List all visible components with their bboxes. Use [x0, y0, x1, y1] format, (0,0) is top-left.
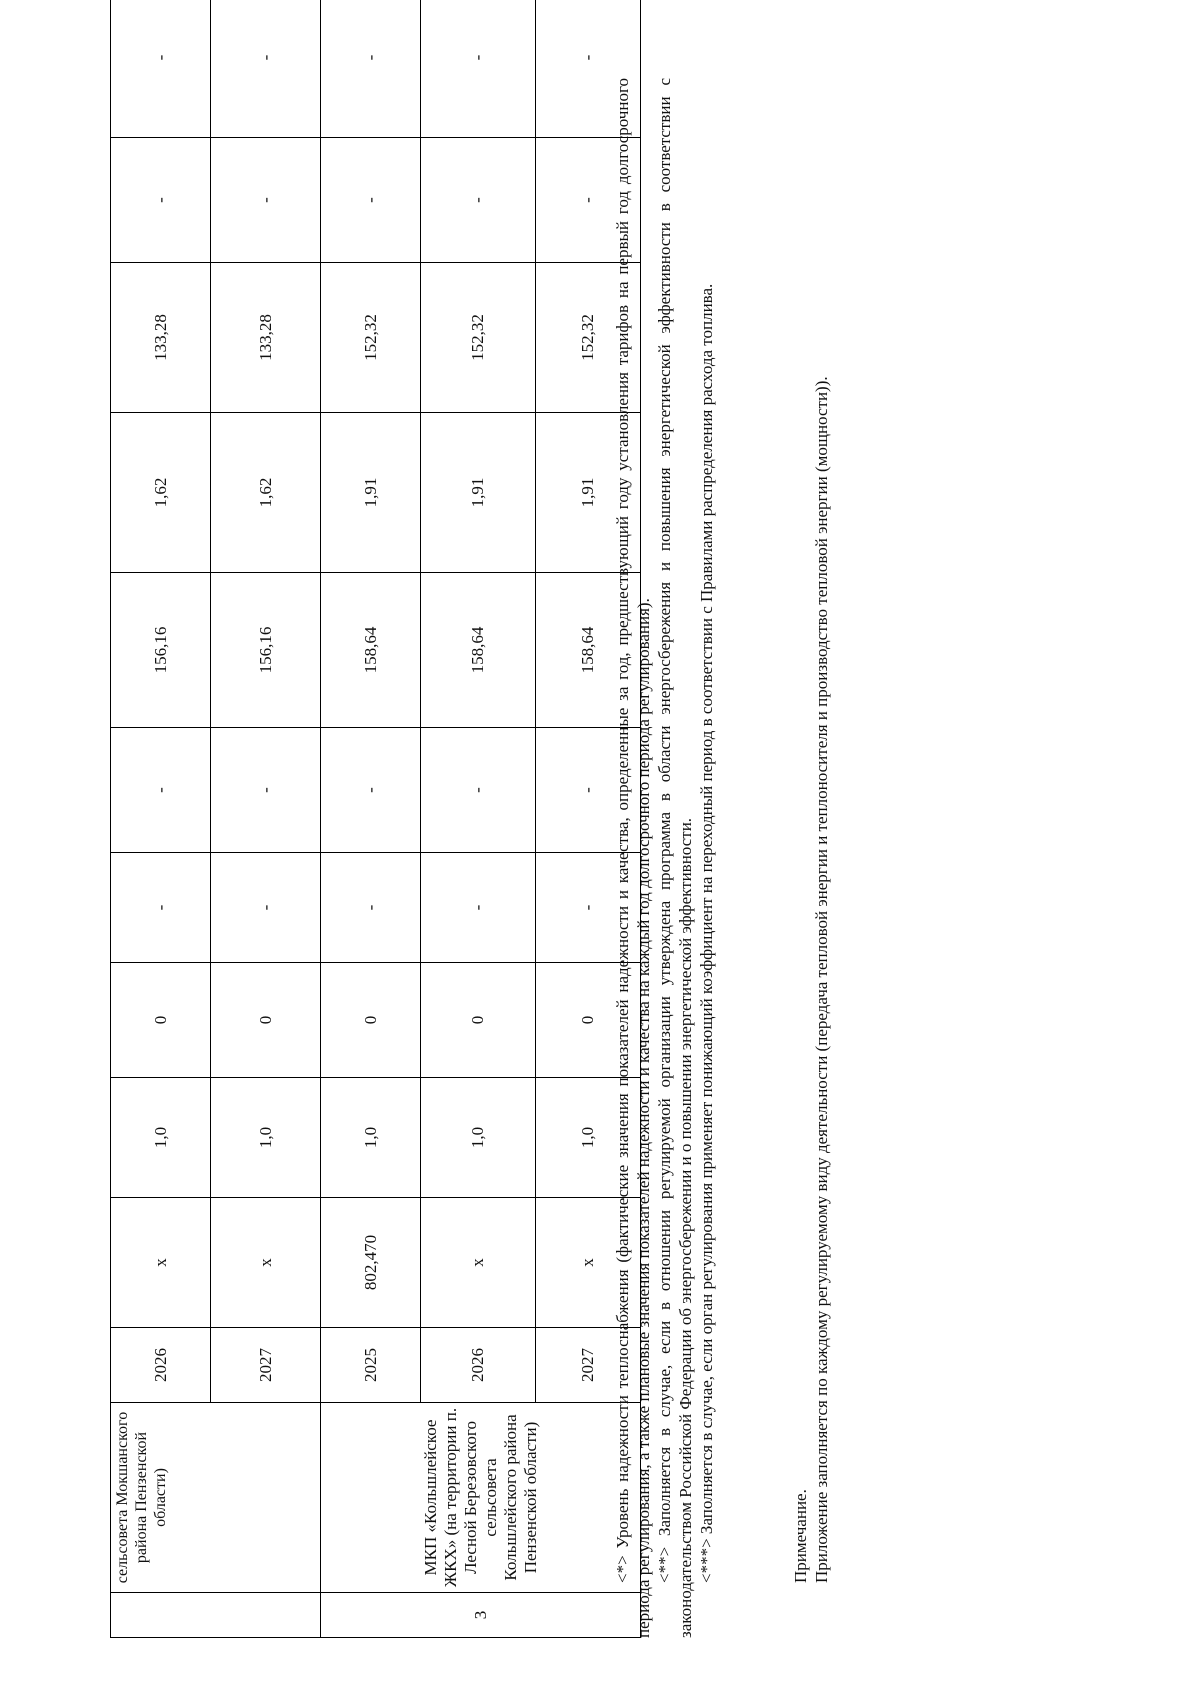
- year-cell: 2027: [536, 1328, 641, 1403]
- table-row: [211, 0, 321, 1638]
- table-cell: -: [211, 138, 321, 263]
- table-cell: -: [211, 853, 321, 963]
- table-cell: -: [111, 0, 211, 138]
- table-cell: -: [536, 853, 641, 963]
- row-number-cell: 3: [321, 1593, 641, 1638]
- table-cell: 158,64: [421, 573, 536, 728]
- table-cell: -: [321, 138, 421, 263]
- table-cell: 133,28: [211, 263, 321, 413]
- table-cell: -: [536, 138, 641, 263]
- table-cell: -: [211, 728, 321, 853]
- table-cell: 156,16: [211, 573, 321, 728]
- table-cell: -: [421, 138, 536, 263]
- note-block: [790, 376, 832, 1583]
- table-cell: 0: [536, 963, 641, 1078]
- table-cell: 0: [111, 963, 211, 1078]
- table-cell: -: [421, 0, 536, 138]
- base-opex-cell: x: [421, 1198, 536, 1328]
- table-cell: 0: [211, 963, 321, 1078]
- base-opex-cell: x: [211, 1198, 321, 1328]
- tariff-parameters-table: [110, 0, 641, 1638]
- efficiency-index-cell: 1,0: [111, 1078, 211, 1198]
- table-cell: -: [321, 0, 421, 138]
- year-cell: 2026: [111, 1328, 211, 1403]
- table-cell: 1,91: [421, 413, 536, 573]
- table-cell: -: [211, 0, 321, 138]
- efficiency-index-cell: 1,0: [421, 1078, 536, 1198]
- table-cell: -: [111, 853, 211, 963]
- table-cell: 152,32: [321, 263, 421, 413]
- table-row: [421, 0, 536, 1638]
- year-cell: 2027: [211, 1328, 321, 1403]
- year-cell: 2025: [321, 1328, 421, 1403]
- table-cell: 156,16: [111, 573, 211, 728]
- footnote-reduction-coefficient: <***> Заполняется в случае, если орган регулирования применяет понижающий коэффициент на переходный период в соответствии с Правилами распределения расхода топлива.: [697, 283, 716, 1583]
- note-text: Приложение заполняется по каждому регулируемому виду деятельности (передача тепловой энергии и теплоносителя и производство тепловой энергии (мощности)).: [812, 376, 831, 1583]
- table-cell: 133,28: [111, 263, 211, 413]
- row-number-cell: [111, 1593, 321, 1638]
- table-cell: -: [111, 728, 211, 853]
- org-name-cell: сельсовета Мокшанского района Пензенской области): [111, 1403, 321, 1593]
- org-name-cell: МКП «Кольшлейское ЖКХ» (на территории п. Лесной Березовского сельсовета Кольшлейского района Пензенской области): [321, 1403, 641, 1593]
- table-cell: 0: [321, 963, 421, 1078]
- year-cell: 2026: [421, 1328, 536, 1403]
- table-cell: -: [321, 853, 421, 963]
- table-row: [321, 0, 421, 1638]
- table-cell: 1,91: [536, 413, 641, 573]
- table-cell: 1,62: [211, 413, 321, 573]
- efficiency-index-cell: 1,0: [211, 1078, 321, 1198]
- table-cell: -: [536, 0, 641, 138]
- footnote-energy-saving: <**> Заполняется в случае, если в отношении регулируемой организации утверждена программа в области энергосбережения и повышения энергетической эффективности в соответствии с законодательством Российской Федерации об энергосбережении и о повышении энергетической эффективности.: [655, 78, 695, 1638]
- footnotes: [612, 78, 717, 1638]
- base-opex-cell: 802,470: [321, 1198, 421, 1328]
- efficiency-index-cell: 1,0: [321, 1078, 421, 1198]
- base-opex-cell: x: [111, 1198, 211, 1328]
- table-cell: 152,32: [536, 263, 641, 413]
- table-cell: 152,32: [421, 263, 536, 413]
- table-cell: -: [536, 728, 641, 853]
- footnote-reliability: <*> Уровень надежности теплоснабжения (фактические значения показателей надежности и качества, определенные за год, предшествующий году установления тарифов на первый год долгосрочного периода регулирования, а также плановые значения показателей надежности и качества на каждый год долгосрочного периода регулирования).: [613, 78, 653, 1638]
- note-title: Примечание.: [791, 1489, 810, 1583]
- table-cell: 0: [421, 963, 536, 1078]
- table-cell: 1,62: [111, 413, 211, 573]
- table-cell: 1,91: [321, 413, 421, 573]
- table-cell: 158,64: [536, 573, 641, 728]
- base-opex-cell: x: [536, 1198, 641, 1328]
- table-cell: -: [421, 853, 536, 963]
- table-cell: -: [321, 728, 421, 853]
- efficiency-index-cell: 1,0: [536, 1078, 641, 1198]
- table-row: [111, 0, 211, 1638]
- table-cell: -: [111, 138, 211, 263]
- table-cell: 158,64: [321, 573, 421, 728]
- table-cell: -: [421, 728, 536, 853]
